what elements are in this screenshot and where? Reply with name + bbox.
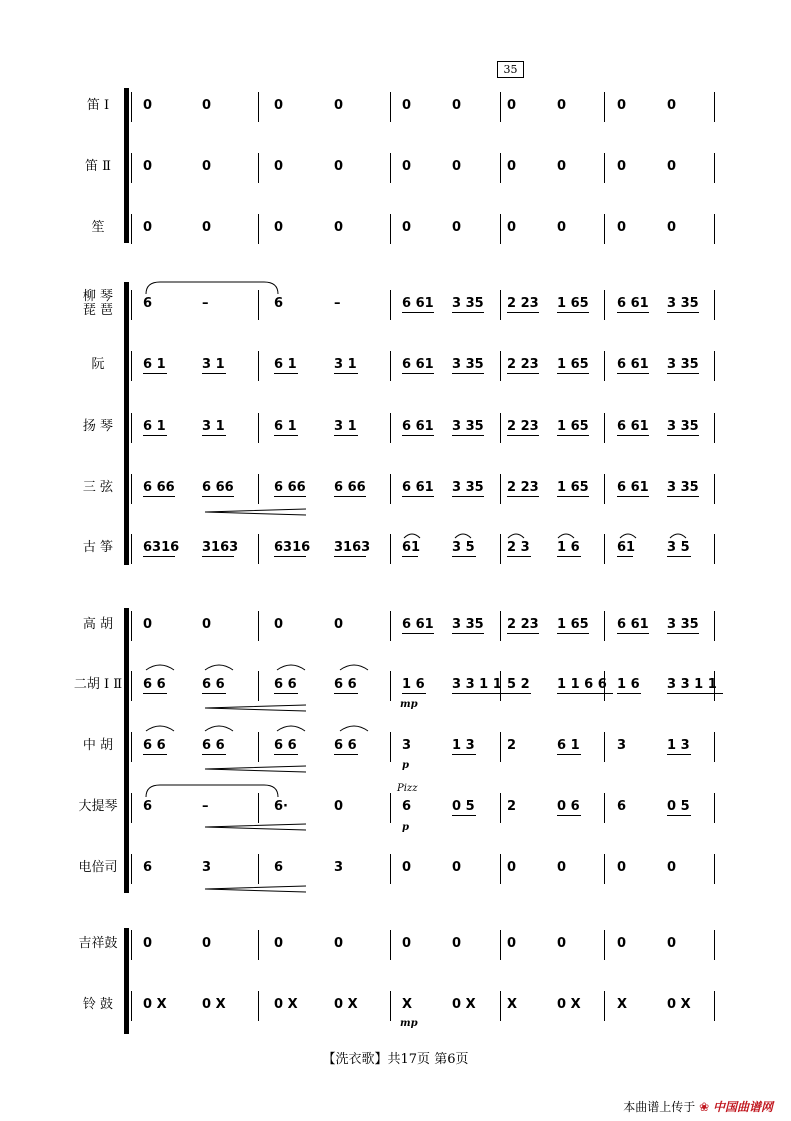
note-group: 0 (667, 860, 677, 875)
instrument-label: 扬 琴 (82, 419, 114, 434)
note-group: 6 (143, 860, 153, 875)
note-group: 0 5 (452, 799, 475, 814)
zhonghu-slur-2 (205, 726, 233, 731)
note-group: 2 23 (507, 357, 539, 372)
note-group: 1 6 (402, 677, 425, 692)
erhu-hairpin (205, 705, 306, 711)
note-group: 6 61 (617, 617, 649, 632)
note-group: 0 (274, 617, 284, 632)
note-group: 0 (617, 159, 627, 174)
note-group: 0 (507, 159, 517, 174)
note-group: 0 (143, 220, 153, 235)
note-group: 1 65 (557, 296, 589, 311)
note-group: 0 X (667, 997, 691, 1012)
note-group: 6 66 (143, 480, 175, 495)
note-group: 2 23 (507, 480, 539, 495)
note-group: 0 (667, 159, 677, 174)
erhu-slur-1 (146, 665, 174, 670)
note-group: 0 (452, 98, 462, 113)
note-group: 0 (667, 936, 677, 951)
note-group: 0 (274, 936, 284, 951)
liuqin-tie (146, 282, 278, 294)
note-group: 3 35 (452, 617, 484, 632)
dynamic-mp-linggu: mp (400, 1018, 418, 1029)
note-group: 6 1 (557, 738, 580, 753)
note-group: 0 (617, 936, 627, 951)
note-group: 1 6 (617, 677, 640, 692)
note-group: 6 6 (274, 677, 297, 692)
note-group: 1 65 (557, 357, 589, 372)
note-group: 6 1 (274, 419, 297, 434)
note-group: 6 66 (334, 480, 366, 495)
note-group: 6 1 (143, 419, 166, 434)
note-group: 1 3 (667, 738, 690, 753)
note-group: 61 (402, 540, 421, 555)
note-group: 0 (452, 936, 462, 951)
note-group: 0 X (334, 997, 358, 1012)
note-group: 0 (334, 98, 344, 113)
note-group: 6 (143, 799, 153, 814)
dynamic-mp-erhu: mp (400, 699, 418, 710)
note-group: 3 1 (202, 357, 225, 372)
note-group: 3 (402, 738, 412, 753)
note-group: 6 66 (274, 480, 306, 495)
note-group: 3 1 (334, 419, 357, 434)
note-group: 0 (143, 159, 153, 174)
note-group: 6 61 (617, 419, 649, 434)
note-group: 0 6 (557, 799, 580, 814)
zhonghu-hairpin (205, 766, 306, 772)
note-group: 0 (274, 98, 284, 113)
zhonghu-slur-4 (340, 726, 368, 731)
note-group: 0 X (202, 997, 226, 1012)
instrument-label: 三 弦 (82, 480, 114, 495)
instrument-label: 二胡 Ⅰ Ⅱ (73, 677, 123, 692)
note-group: 6 61 (402, 480, 434, 495)
note-group: 6 1 (274, 357, 297, 372)
note-group: 0 X (557, 997, 581, 1012)
note-group: 0 X (143, 997, 167, 1012)
note-group: 0 (507, 860, 517, 875)
instrument-label: 中 胡 (82, 738, 114, 753)
instrument-label: 笙 (91, 220, 105, 235)
note-group: 0 (274, 159, 284, 174)
note-group: 6 (143, 296, 153, 311)
note-group: 3 35 (452, 480, 484, 495)
note-group: 0 (452, 159, 462, 174)
note-group: 6 61 (617, 296, 649, 311)
note-group: 6 6 (202, 677, 225, 692)
note-group: 2 (507, 799, 517, 814)
guzheng-arc-5 (620, 534, 636, 538)
note-group: 6 6 (143, 677, 166, 692)
note-group: 3 3 1 1 (667, 677, 717, 692)
guzheng-arc-2 (455, 534, 471, 538)
note-group: 3 35 (667, 419, 699, 434)
note-group: 3 35 (667, 357, 699, 372)
instrument-label: 阮 (91, 357, 105, 372)
upload-label: 本曲谱上传于 (623, 1100, 696, 1114)
instrument-label: 高 胡 (82, 617, 114, 632)
site-logo-icon: ❀ (699, 1100, 710, 1114)
note-group: 6316 (143, 540, 180, 555)
note-group: 3 5 (667, 540, 690, 555)
note-group: 0 (667, 220, 677, 235)
instrument-label: 笛 Ⅱ (85, 159, 111, 174)
note-group: X (507, 997, 518, 1012)
note-group: 6 66 (202, 480, 234, 495)
note-group: 3 35 (452, 419, 484, 434)
dynamic-p-zhonghu: p (402, 760, 409, 771)
note-group: 0 (507, 936, 517, 951)
note-group: 6 6 (334, 677, 357, 692)
note-group: 2 23 (507, 617, 539, 632)
note-group: 0 (557, 98, 567, 113)
note-group: 6 61 (402, 419, 434, 434)
note-group: 3163 (202, 540, 239, 555)
note-group: 3 (617, 738, 627, 753)
instrument-label: 大提琴 (78, 799, 118, 814)
note-group: 6 61 (617, 480, 649, 495)
note-group: 0 (617, 98, 627, 113)
note-group: 0 (617, 220, 627, 235)
note-group: 0 (557, 936, 567, 951)
instrument-label: 铃 鼓 (82, 997, 114, 1012)
note-group: 0 (202, 936, 212, 951)
note-group: 0 X (452, 997, 476, 1012)
cello-hairpin (205, 824, 306, 830)
measure-number-box: 35 (497, 61, 524, 78)
dynamic-p-cello: p (402, 822, 409, 833)
note-group: X (617, 997, 628, 1012)
note-group: 0 (507, 220, 517, 235)
note-group: 3 (202, 860, 212, 875)
note-group: 6 61 (402, 296, 434, 311)
note-group: 1 3 (452, 738, 475, 753)
note-group: 5 2 (507, 677, 530, 692)
note-group: 0 (402, 936, 412, 951)
note-group: 3 (334, 860, 344, 875)
zhonghu-slur-3 (277, 726, 305, 731)
note-group: 6 61 (402, 617, 434, 632)
note-group: 3 3 1 1 (452, 677, 502, 692)
note-group: 0 (402, 860, 412, 875)
note-group: 6 (617, 799, 627, 814)
note-group: 3 1 (202, 419, 225, 434)
note-group: 2 23 (507, 419, 539, 434)
note-group: 0 (334, 799, 344, 814)
guzheng-arc-3 (508, 534, 524, 538)
note-group: 3 35 (452, 296, 484, 311)
note-group: 6 1 (143, 357, 166, 372)
note-group: 6 6 (274, 738, 297, 753)
note-group: – (202, 296, 209, 311)
note-group: 0 (274, 220, 284, 235)
note-group: 3 35 (452, 357, 484, 372)
bass-hairpin (205, 886, 306, 892)
note-group: 3 35 (667, 296, 699, 311)
note-group: 1 1 6 6 (557, 677, 607, 692)
note-group: 6 6 (334, 738, 357, 753)
note-group: 6 (402, 799, 412, 814)
note-group: 1 6 (557, 540, 580, 555)
note-group: 1 65 (557, 419, 589, 434)
erhu-slur-3 (277, 665, 305, 670)
upload-site: 中国曲谱网 (712, 1100, 773, 1114)
note-group: 0 (202, 220, 212, 235)
note-group: 0 (334, 220, 344, 235)
note-group: 0 (557, 860, 567, 875)
pizz-mark: Pizz (397, 783, 418, 794)
note-group: 2 (507, 738, 517, 753)
note-group: 6 6 (143, 738, 166, 753)
note-group: 0 X (274, 997, 298, 1012)
note-group: 61 (617, 540, 636, 555)
instrument-label: 古 筝 (82, 540, 114, 555)
note-group: 0 (452, 220, 462, 235)
note-group: 6 (274, 860, 284, 875)
erhu-slur-2 (205, 665, 233, 670)
note-group: 0 (507, 98, 517, 113)
note-group: 0 (143, 98, 153, 113)
note-group: 0 (617, 860, 627, 875)
note-group: 0 (202, 159, 212, 174)
note-group: 3 5 (452, 540, 475, 555)
guzheng-arc-6 (670, 534, 686, 538)
note-group: 6 61 (617, 357, 649, 372)
note-group: 6316 (274, 540, 311, 555)
sanxian-hairpin (205, 509, 306, 515)
note-group: 6 6 (202, 738, 225, 753)
instrument-label: 电倍司 (78, 860, 118, 875)
note-group: 2 3 (507, 540, 530, 555)
note-group: 0 (202, 617, 212, 632)
note-group: 1 65 (557, 480, 589, 495)
note-group: 2 23 (507, 296, 539, 311)
note-group: 0 (402, 220, 412, 235)
note-group: 6 61 (402, 357, 434, 372)
note-group: 3 1 (334, 357, 357, 372)
note-group: 6· (274, 799, 288, 814)
note-group: X (402, 997, 413, 1012)
note-group: 0 (143, 936, 153, 951)
erhu-slur-4 (340, 665, 368, 670)
guzheng-arc-1 (404, 534, 420, 538)
note-group: 0 (202, 98, 212, 113)
page-footer: 【洗衣歌】共17页 第6页 (322, 1052, 469, 1067)
zhonghu-slur-1 (146, 726, 174, 731)
note-group: 3 35 (667, 617, 699, 632)
note-group: 0 (334, 936, 344, 951)
note-group: 3 35 (667, 480, 699, 495)
note-group: 0 (334, 159, 344, 174)
instrument-label: 吉祥鼓 (78, 936, 118, 951)
instrument-label: 笛 Ⅰ (86, 98, 110, 113)
note-group: 6 (274, 296, 284, 311)
note-group: 0 (402, 98, 412, 113)
note-group: 0 (667, 98, 677, 113)
note-group: 0 (557, 220, 567, 235)
note-group: 0 (557, 159, 567, 174)
note-group: 0 (143, 617, 153, 632)
note-group: 0 (402, 159, 412, 174)
note-group: 1 65 (557, 617, 589, 632)
note-group: 0 5 (667, 799, 690, 814)
note-group: 0 (452, 860, 462, 875)
instrument-label: 柳 琴 琵 琶 (82, 289, 114, 318)
note-group: 3163 (334, 540, 371, 555)
note-group: 0 (334, 617, 344, 632)
note-group: – (334, 296, 341, 311)
note-group: – (202, 799, 209, 814)
guzheng-arc-4 (558, 534, 574, 538)
cello-tie (146, 785, 278, 797)
